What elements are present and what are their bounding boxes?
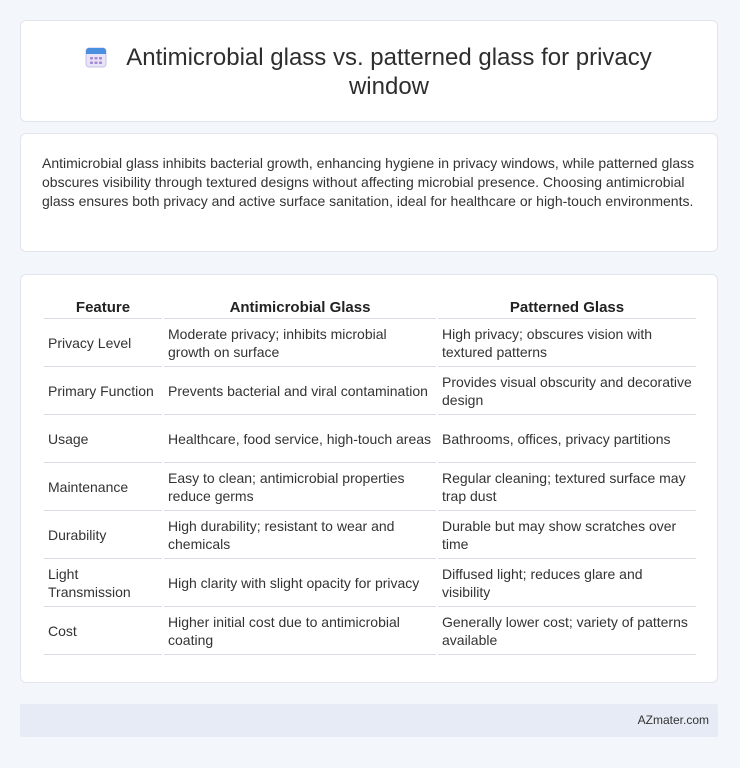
- patterned-cell: Generally lower cost; variety of patterns available: [438, 607, 696, 655]
- patterned-cell: Provides visual obscurity and decorative design: [438, 367, 696, 415]
- antimicrobial-cell: Higher initial cost due to antimicrobial coating: [164, 607, 436, 655]
- antimicrobial-cell: Healthcare, food service, high-touch areas: [164, 415, 436, 463]
- feature-cell: Durability: [44, 511, 162, 559]
- table-header-row: [44, 295, 696, 319]
- antimicrobial-cell: High clarity with slight opacity for privacy: [164, 559, 436, 607]
- feature-cell: Light Transmission: [44, 559, 162, 607]
- feature-cell: Maintenance: [44, 463, 162, 511]
- table-row: [44, 319, 696, 367]
- patterned-cell: Bathrooms, offices, privacy partitions: [438, 415, 696, 463]
- feature-cell: Privacy Level: [44, 319, 162, 367]
- table-row: [44, 367, 696, 415]
- comparison-table: [42, 295, 698, 655]
- antimicrobial-cell: Prevents bacterial and viral contamination: [164, 367, 436, 415]
- antimicrobial-cell: High durability; resistant to wear and chemicals: [164, 511, 436, 559]
- feature-cell: Cost: [44, 607, 162, 655]
- table-row: [44, 511, 696, 559]
- footer-bar: [20, 704, 718, 737]
- patterned-cell: High privacy; obscures vision with textured patterns: [438, 319, 696, 367]
- feature-cell: Primary Function: [44, 367, 162, 415]
- title-card: [20, 20, 718, 122]
- table-row: [44, 607, 696, 655]
- header-patterned: Patterned Glass: [438, 295, 696, 319]
- table-row: [44, 559, 696, 607]
- feature-cell: Usage: [44, 415, 162, 463]
- patterned-cell: Durable but may show scratches over time: [438, 511, 696, 559]
- antimicrobial-cell: Easy to clean; antimicrobial properties reduce germs: [164, 463, 436, 511]
- antimicrobial-cell: Moderate privacy; inhibits microbial growth on surface: [164, 319, 436, 367]
- page-title: Antimicrobial glass vs. patterned glass for privacy window: [126, 44, 652, 100]
- header-antimicrobial: Antimicrobial Glass: [164, 295, 436, 319]
- summary-card: [20, 133, 718, 252]
- footer-brand-link[interactable]: AZmater.com: [637, 713, 709, 727]
- patterned-cell: Regular cleaning; textured surface may trap dust: [438, 463, 696, 511]
- patterned-cell: Diffused light; reduces glare and visibility: [438, 559, 696, 607]
- summary-text: Antimicrobial glass inhibits bacterial growth, enhancing hygiene in privacy windows, while patterned glass obscures visibility through textured designs without affecting microbial presence. Choosing antimicrobial glass ensures both privacy and active surface sanitation, ideal for healthcare or high-touch environments.: [42, 155, 695, 209]
- comparison-card: [20, 274, 718, 683]
- table-row: [44, 463, 696, 511]
- table-row: [44, 415, 696, 463]
- header-feature: Feature: [44, 295, 162, 319]
